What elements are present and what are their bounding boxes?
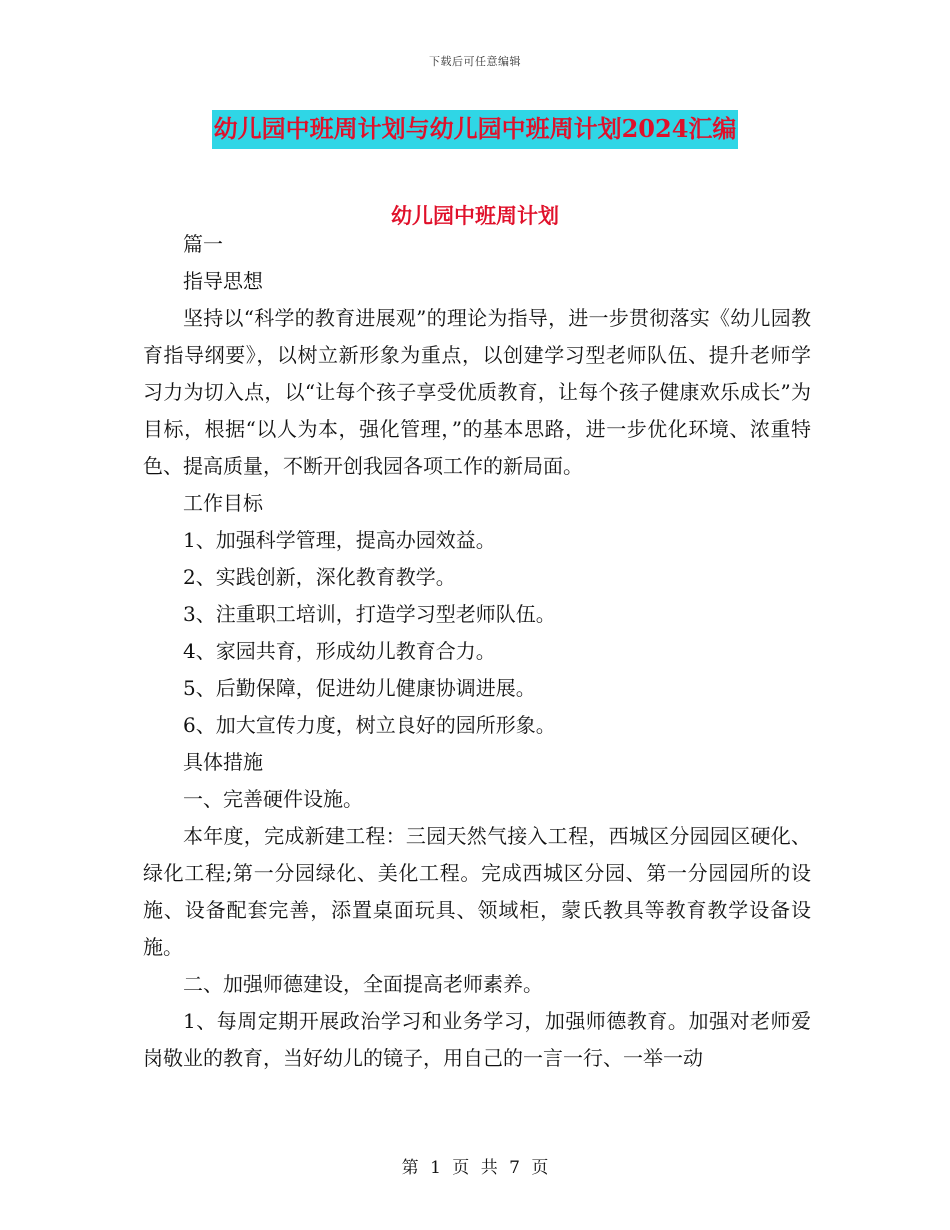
paragraph-measure-1-detail: 本年度，完成新建工程：三园天然气接入工程，西城区分园园区硬化、绿化工程;第一分园绿化、美化工程。完成西城区分园、第一分园园所的设施、设备配套完善，添置桌面玩具、领域柜，蒙氏教具等教育教学设备设施。 — [143, 824, 811, 959]
paragraph-guiding-thought: 坚持以“科学的教育进展观”的理论为指导，进一步贯彻落实《幼儿园教育指导纲要》，以树立新形象为重点，以创建学习型老师队伍、提升老师学习力为切入点，以“让每个孩子享受优质教育，让每个孩子健康欢乐成长”为目标，根据“以人为本，强化管理，”的基本思路，进一步优化环境、浓重特色、提高质量，不断开创我园各项工作的新局面。 — [143, 306, 811, 478]
paragraph-heading-measures: 具体措施 — [183, 750, 263, 774]
header-note: 下载后可任意编辑 — [429, 55, 521, 68]
paragraph-goal-3: 3、注重职工培训，打造学习型老师队伍。 — [183, 602, 556, 626]
paragraph-heading-guiding-thought: 指导思想 — [183, 269, 263, 293]
section-title: 幼儿园中班周计划 — [391, 203, 559, 228]
paragraph-heading-work-goals: 工作目标 — [183, 491, 263, 515]
paragraph-measure-2-heading: 二、加强师德建设，全面提高老师素养。 — [183, 972, 543, 996]
paragraph-goal-4: 4、家园共育，形成幼儿教育合力。 — [183, 639, 496, 663]
page-number-footer: 第 1 页 共 7 页 — [401, 1158, 549, 1178]
paragraph-goal-5: 5、后勤保障，促进幼儿健康协调进展。 — [183, 676, 536, 700]
paragraph-goal-6: 6、加大宣传力度，树立良好的园所形象。 — [183, 713, 556, 737]
paragraph-part-label: 篇一 — [183, 232, 223, 256]
paragraph-goal-2: 2、实践创新，深化教育教学。 — [183, 565, 456, 589]
document-body — [143, 226, 811, 1077]
paragraph-goal-1: 1、加强科学管理，提高办园效益。 — [183, 528, 496, 552]
document-title: 幼儿园中班周计划与幼儿园中班周计划2024汇编 — [212, 110, 739, 149]
document-title-container — [0, 110, 950, 149]
paragraph-measure-2-item-1: 1、每周定期开展政治学习和业务学习，加强师德教育。加强对老师爱岗敬业的教育，当好幼儿的镜子，用自己的一言一行、一举一动 — [143, 1009, 811, 1070]
paragraph-measure-1-heading: 一、完善硬件设施。 — [183, 787, 363, 811]
